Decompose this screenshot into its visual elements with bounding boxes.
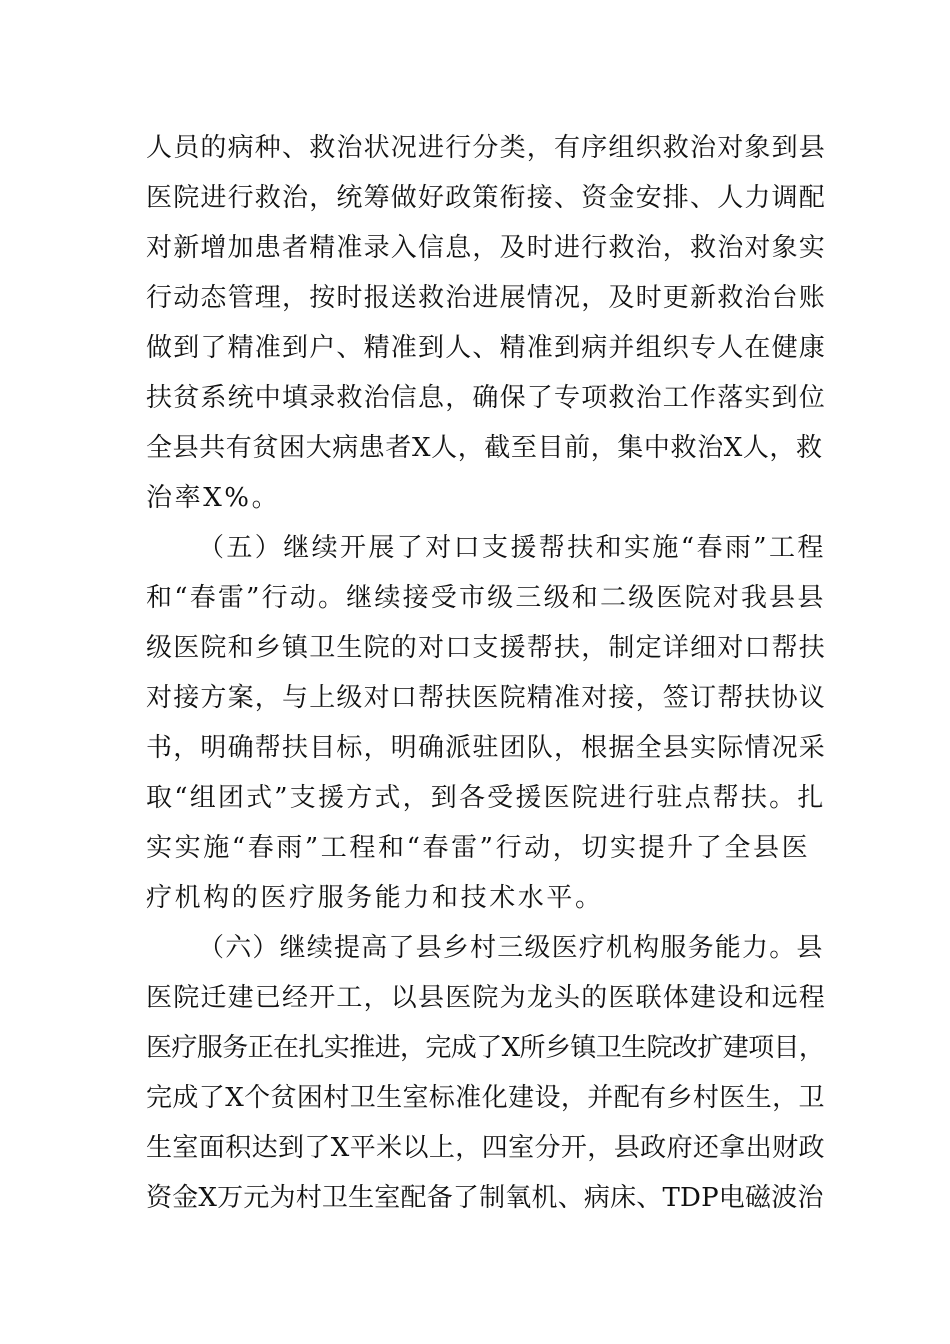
text-line: 扶贫系统中填录救治信息，确保了专项救治工作落实到位 (146, 383, 827, 413)
section-heading-6: （六）继续提高了县乡村三级医疗机构服务能力。县 (198, 933, 824, 963)
text-line: 治率X%。 (146, 483, 281, 513)
text-line: 行动态管理，按时报送救治进展情况，及时更新救治台账 (146, 283, 827, 313)
text-line: 和“春雷”行动。继续接受市级三级和二级医院对我县县 (146, 583, 826, 613)
text-line: 资金X万元为村卫生室配备了制氧机、病床、TDP电磁波治 (146, 1183, 824, 1213)
text-line: 做到了精准到户、精准到人、精准到病并组织专人在健康 (146, 333, 827, 363)
text-line: 医院进行救治，统筹做好政策衔接、资金安排、人力调配 (146, 183, 827, 213)
text-line: 医院迁建已经开工，以县医院为龙头的医联体建设和远程 (146, 983, 827, 1013)
text-line: 生室面积达到了X平米以上，四室分开，县政府还拿出财政 (146, 1133, 825, 1163)
text-line: 全县共有贫困大病患者X人，截至目前，集中救治X人，救 (146, 433, 823, 463)
section-heading-5: （五）继续开展了对口支援帮扶和实施“春雨”工程 (198, 533, 826, 563)
text-line: 取“组团式”支援方式，到各受援医院进行驻点帮扶。扎 (146, 783, 826, 813)
text-line: 对接方案，与上级对口帮扶医院精准对接，签订帮扶协议 (146, 683, 827, 713)
text-line: 医疗服务正在扎实推进，完成了X所乡镇卫生院改扩建项目， (146, 1033, 825, 1063)
text-line: 书，明确帮扶目标，明确派驻团队，根据全县实际情况采 (146, 733, 827, 763)
text-line: 对新增加患者精准录入信息，及时进行救治，救治对象实 (146, 233, 827, 263)
text-line: 疗机构的医疗服务能力和技术水平。 (146, 883, 604, 913)
text-line: 级医院和乡镇卫生院的对口支援帮扶，制定详细对口帮扶 (146, 633, 827, 663)
text-line: 实实施“春雨”工程和“春雷”行动，切实提升了全县医 (146, 833, 811, 863)
text-line: 人员的病种、救治状况进行分类，有序组织救治对象到县 (146, 133, 827, 163)
text-line: 完成了X个贫困村卫生室标准化建设，并配有乡村医生，卫 (146, 1083, 825, 1113)
